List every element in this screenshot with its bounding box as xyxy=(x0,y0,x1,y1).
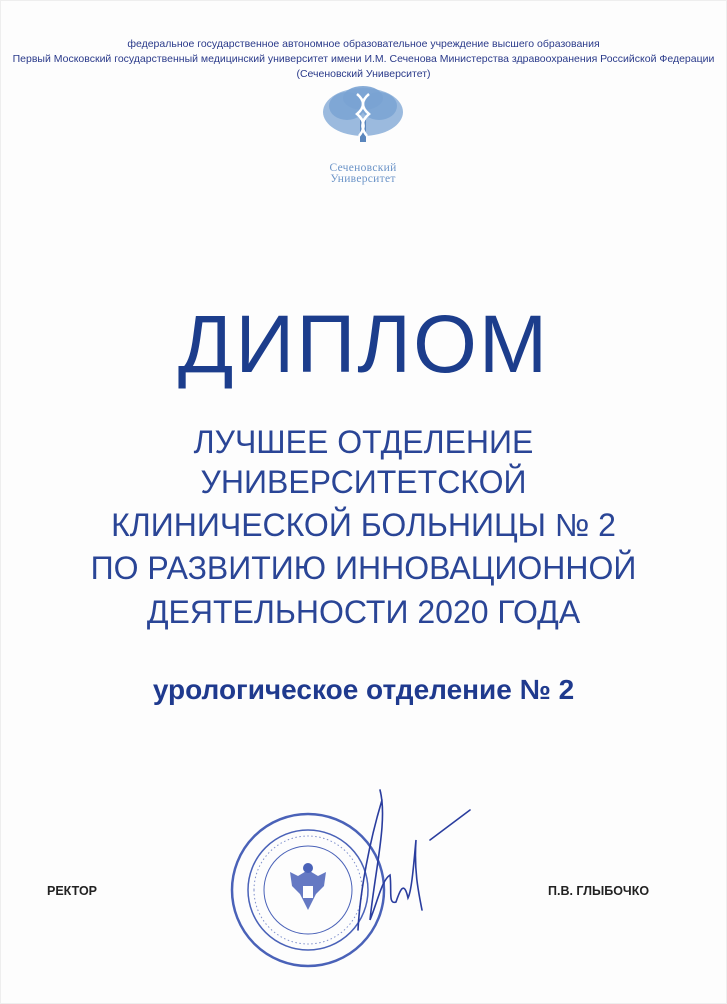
logo-text-line2: Университет xyxy=(330,173,396,185)
subtitle-line: ПО РАЗВИТИЮ ИННОВАЦИОННОЙ xyxy=(90,550,637,586)
subtitle-line: ДЕЯТЕЛЬНОСТИ 2020 ГОДА xyxy=(146,594,581,630)
university-logo xyxy=(313,84,413,184)
tree-icon xyxy=(313,84,413,144)
institution-name: Первый Московский государственный медицинский университет имени И.М. Сеченова Министерства здравоохранения Российской Федерации xyxy=(12,53,715,65)
subtitle-line: КЛИНИЧЕСКОЙ БОЛЬНИЦЫ № 2 xyxy=(111,507,616,543)
department-name: урологическое отделение № 2 xyxy=(152,674,575,705)
coat-of-arms-icon xyxy=(290,863,326,910)
institution-short-name: (Сеченовский Университет) xyxy=(296,68,431,80)
signatory-position: РЕКТОР xyxy=(47,884,97,898)
subtitle-line: ЛУЧШЕЕ ОТДЕЛЕНИЕ xyxy=(193,424,534,460)
institution-type: федеральное государственное автономное образовательное учреждение высшего образования xyxy=(127,38,600,50)
rector-signature xyxy=(330,780,480,940)
subtitle-line: УНИВЕРСИТЕТСКОЙ xyxy=(200,464,527,500)
diploma-title: ДИПЛОМ xyxy=(177,299,550,390)
signatory-name: П.В. ГЛЫБОЧКО xyxy=(548,884,650,898)
logo-text-line1: Сеченовский xyxy=(329,162,397,174)
